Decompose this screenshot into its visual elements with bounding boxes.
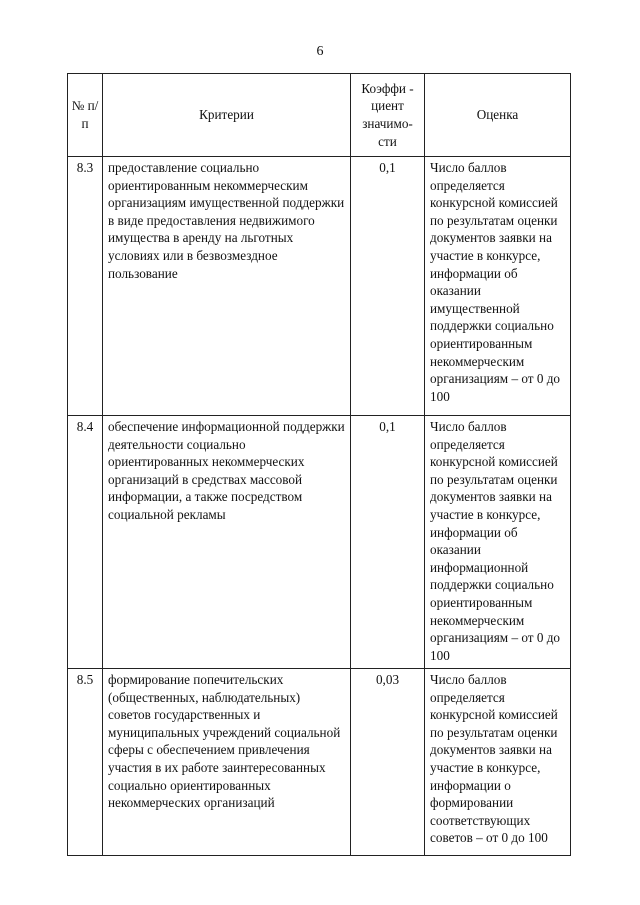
row-criteria: обеспечение информационной поддержки деятельности социально ориентированных некоммерческих организаций в средствах массовой информации, а также посредством социальной рекламы — [103, 416, 351, 669]
row-number: 8.4 — [68, 416, 103, 669]
row-coefficient: 0,1 — [351, 157, 425, 416]
row-criteria: предоставление социально ориентированным некоммерческим организациям имущественной поддержки в виде предоставления недвижимого имущества в аренду на льготных условиях или в безвозмездное пользование — [103, 157, 351, 416]
header-criteria: Критерии — [103, 74, 351, 157]
table-row — [68, 669, 571, 856]
row-number: 8.3 — [68, 157, 103, 416]
header-coefficient: Коэффи - циент значимо- сти — [351, 74, 425, 157]
table-row — [68, 157, 571, 416]
header-evaluation: Оценка — [425, 74, 571, 157]
row-coefficient: 0,03 — [351, 669, 425, 856]
page-number: 6 — [316, 44, 324, 59]
row-criteria: формирование попечительских (общественных, наблюдательных) советов государственных и муниципальных учреждений социальной сферы с обеспечением привлечения участия в их работе заинтересованных социально ориентированных некоммерческих организаций — [103, 669, 351, 856]
criteria-table — [67, 73, 571, 856]
row-evaluation: Число баллов определяется конкурсной комиссией по результатам оценки документов заявки на участие в конкурсе, информации о формировании соответствующих советов – от 0 до 100 — [425, 669, 571, 856]
header-number: № п/п — [68, 74, 103, 157]
table-row — [68, 416, 571, 669]
row-coefficient: 0,1 — [351, 416, 425, 669]
row-number: 8.5 — [68, 669, 103, 856]
row-evaluation: Число баллов определяется конкурсной комиссией по результатам оценки документов заявки на участие в конкурсе, информации об оказании имущественной поддержки социально ориентированным некоммерческим организациям – от 0 до 100 — [425, 157, 571, 416]
table-header-row — [68, 74, 571, 157]
row-evaluation: Число баллов определяется конкурсной комиссией по результатам оценки документов заявки на участие в конкурсе, информации об оказании информационной поддержки социально ориентированным некоммерческим организациям – от 0 до 100 — [425, 416, 571, 669]
